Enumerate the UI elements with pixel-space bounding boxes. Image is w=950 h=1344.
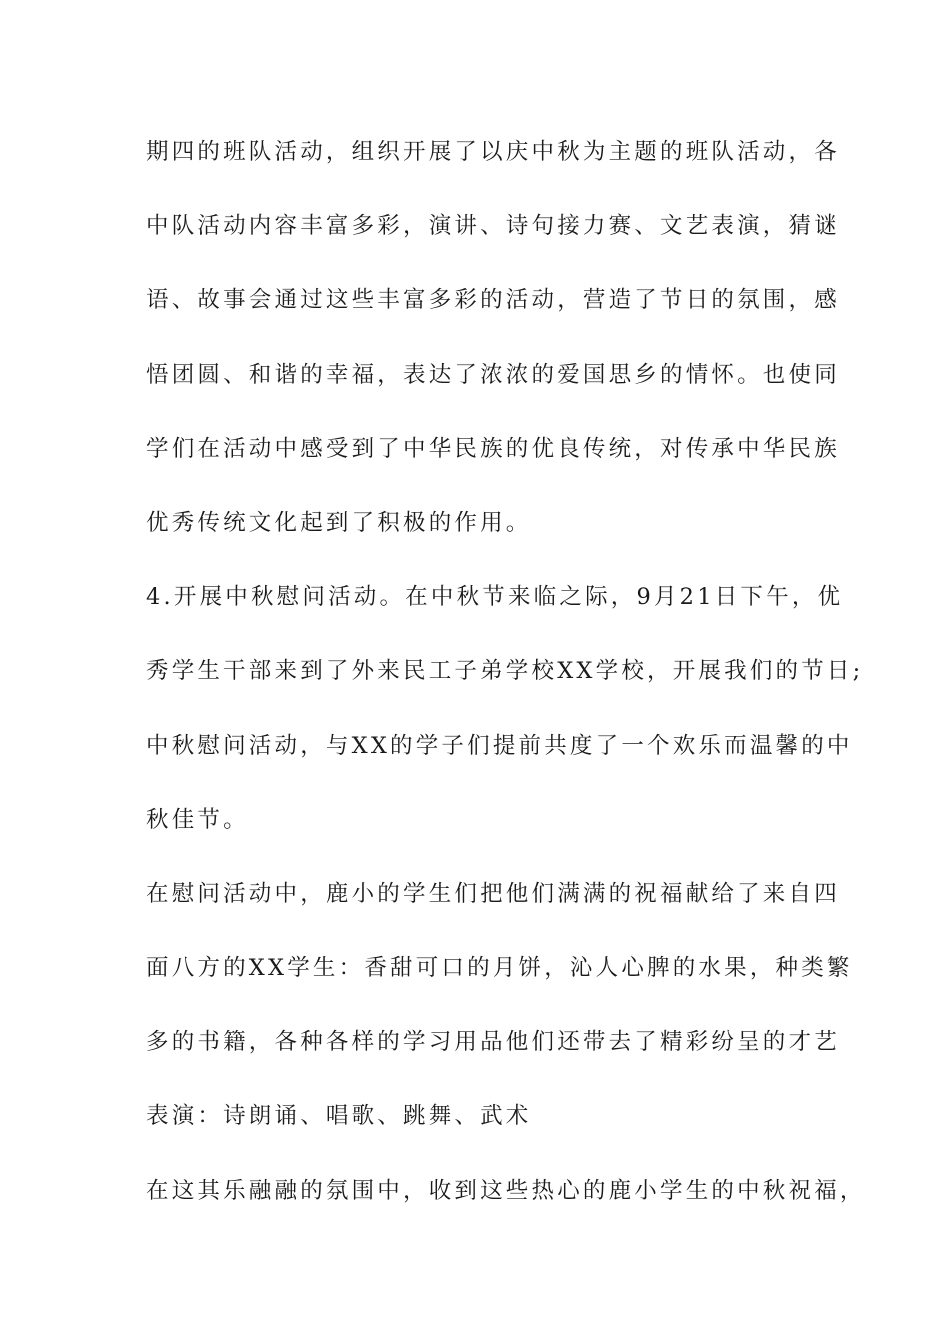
text-line: 在慰问活动中，鹿小的学生们把他们满满的祝福献给了来自四 [146,880,840,907]
text-line: 学们在活动中感受到了中华民族的优良传统，对传承中华民族 [146,435,840,462]
text-line: 语、故事会通过这些丰富多彩的活动，营造了节日的氛围，感 [146,287,840,314]
text-line: 优秀传统文化起到了积极的作用。 [146,509,532,536]
text-line: 秋佳节。 [146,806,249,833]
text-line: 中秋慰问活动，与XX的学子们提前共度了一个欢乐而温馨的中 [146,732,853,759]
text-line: 表演：诗朗诵、唱歌、跳舞、武术 [146,1103,532,1130]
text-line: 4.开展中秋慰问活动。在中秋节来临之际，9月21日下午，优 [146,584,844,611]
text-line: 面八方的XX学生：香甜可口的月饼，沁人心脾的水果，种类繁 [146,955,853,982]
text-line: 多的书籍，各种各样的学习用品他们还带去了精彩纷呈的才艺 [146,1029,840,1056]
text-line: 中队活动内容丰富多彩，演讲、诗句接力赛、文艺表演，猜谜 [146,213,840,240]
text-line: 在这其乐融融的氛围中，收到这些热心的鹿小学生的中秋祝福， [146,1177,866,1204]
text-line: 期四的班队活动，组织开展了以庆中秋为主题的班队活动，各 [146,139,840,165]
document-body [146,130,866,1243]
text-line: 悟团圆、和谐的幸福，表达了浓浓的爱国思乡的情怀。也使同 [146,361,840,388]
text-line: 秀学生干部来到了外来民工子弟学校XX学校，开展我们的节日; [146,658,864,685]
